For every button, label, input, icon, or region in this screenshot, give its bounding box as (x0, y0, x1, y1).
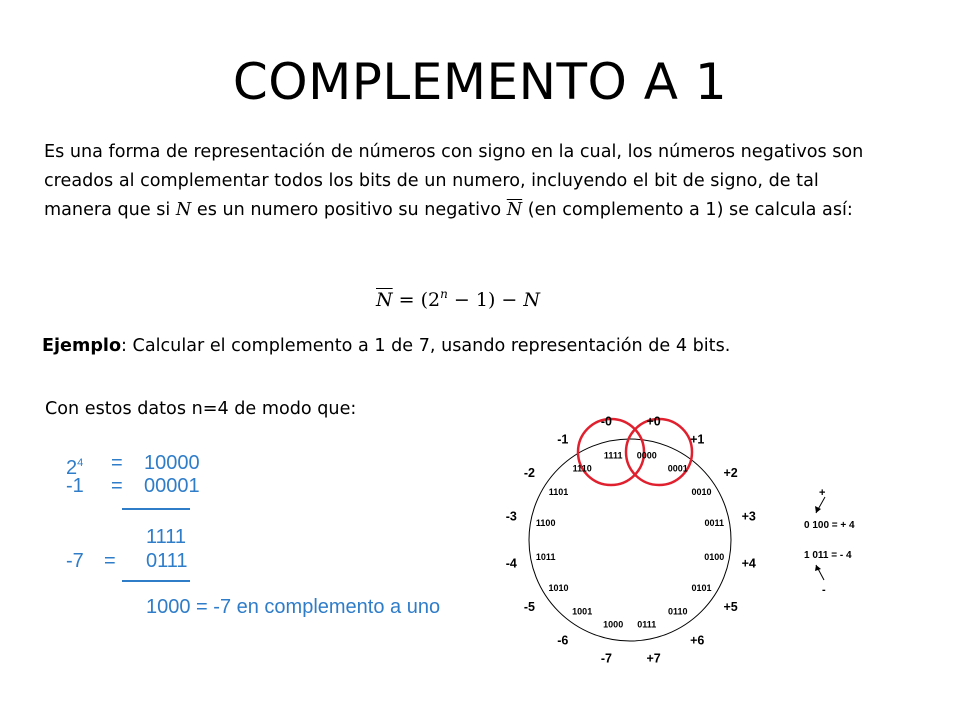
legend-positive-line: 0 100 = + 4 (804, 520, 855, 531)
calc-sub-result: 1111 (146, 526, 187, 548)
calculation-block (62, 450, 442, 630)
slide-title: COMPLEMENTO A 1 (232, 53, 728, 111)
wheel-code-0011: 0011 (704, 518, 725, 529)
intro-text-2: es un numero positivo su negativo (191, 200, 507, 220)
formula (376, 279, 540, 315)
wheel-code-0001: 0001 (667, 463, 688, 474)
wheel-code-0100: 0100 (704, 551, 725, 562)
wheel-code-0111: 0111 (637, 619, 657, 630)
legend-minus: - (822, 584, 826, 596)
wheel-value-0011: +3 (741, 509, 756, 524)
legend-negative-line: 1 011 = - 4 (804, 550, 852, 561)
wheel-value-1111: -0 (600, 415, 612, 429)
legend-arrowhead-up (815, 506, 821, 513)
wheel-value-1011: -4 (505, 556, 517, 571)
calc-final: 1000 = -7 en complemento a uno (146, 596, 441, 618)
calc-eq-1: = (111, 452, 123, 474)
wheel-code-1100: 1100 (535, 518, 556, 529)
wheel-code-1101: 1101 (548, 487, 569, 498)
calc-eq-3: = (104, 550, 116, 572)
formula-eq: = (2 (392, 289, 441, 311)
wheel-value-0000: +0 (646, 415, 661, 429)
wheel-code-1011: 1011 (535, 551, 556, 562)
wheel-value-0111: +7 (646, 651, 661, 665)
calc-label-3: -7 (66, 550, 84, 572)
wheel-value-1000: -7 (600, 651, 612, 665)
intro-var-nbar: $\overline{N}$ (506, 200, 523, 220)
given-line: Con estos datos n=4 de modo que: (45, 399, 357, 419)
wheel-value-0110: +6 (690, 633, 705, 648)
calc-power: $2^4$ (66, 457, 84, 479)
formula-lhs: $\overline{N}$ (376, 289, 393, 311)
calc-eq-2: = (111, 475, 123, 497)
intro-text-1: Es una forma de representación de números con signo en la cual, los números negativos son creados al complementar todos los bits de un numero, incluyendo el bit de signo, de tal manera que si (44, 142, 864, 220)
wheel-code-0110: 0110 (668, 606, 688, 617)
wheel-value-1001: -6 (557, 633, 569, 648)
intro-paragraph (44, 138, 864, 225)
calc-value-2: 00001 (144, 475, 200, 497)
wheel-code-1110: 1110 (572, 463, 592, 474)
example-line (42, 332, 730, 360)
formula-exp: n (440, 287, 448, 301)
calc-value-3: 0111 (146, 550, 188, 572)
formula-rhs: N (523, 289, 540, 311)
wheel-code-1111: 1111 (603, 450, 623, 461)
wheel-value-1100: -3 (505, 509, 517, 524)
wheel-value-0010: +2 (723, 465, 738, 480)
wheel-code-1010: 1010 (548, 582, 569, 593)
intro-text-3: (en complemento a 1) se calcula así: (522, 200, 853, 220)
calc-value-1: 10000 (144, 452, 200, 474)
wheel-code-1001: 1001 (572, 606, 593, 617)
intro-var-n: N (175, 200, 192, 220)
calc-label-2: -1 (66, 475, 84, 497)
wheel-code-1000: 1000 (603, 619, 624, 630)
example-text: : Calcular el complemento a 1 de 7, usando representación de 4 bits. (121, 336, 731, 356)
wheel-code-0000: 0000 (636, 450, 657, 461)
calc-rule-2 (122, 580, 190, 582)
wheel-code-0101: 0101 (691, 582, 712, 593)
wheel-value-0100: +4 (741, 556, 756, 571)
formula-mid: − 1) − (447, 289, 524, 311)
legend-arrowhead-down (815, 565, 821, 571)
wheel-code-0010: 0010 (691, 487, 712, 498)
wheel-value-0001: +1 (690, 432, 705, 447)
example-label: Ejemplo (42, 336, 122, 356)
number-wheel-diagram (490, 415, 890, 665)
wheel-value-1110: -1 (557, 432, 569, 447)
legend-plus: + (819, 487, 826, 499)
wheel-value-1101: -2 (523, 465, 535, 480)
calc-rule-1 (122, 508, 190, 510)
wheel-value-0101: +5 (723, 600, 738, 615)
wheel-value-1010: -5 (523, 600, 535, 615)
